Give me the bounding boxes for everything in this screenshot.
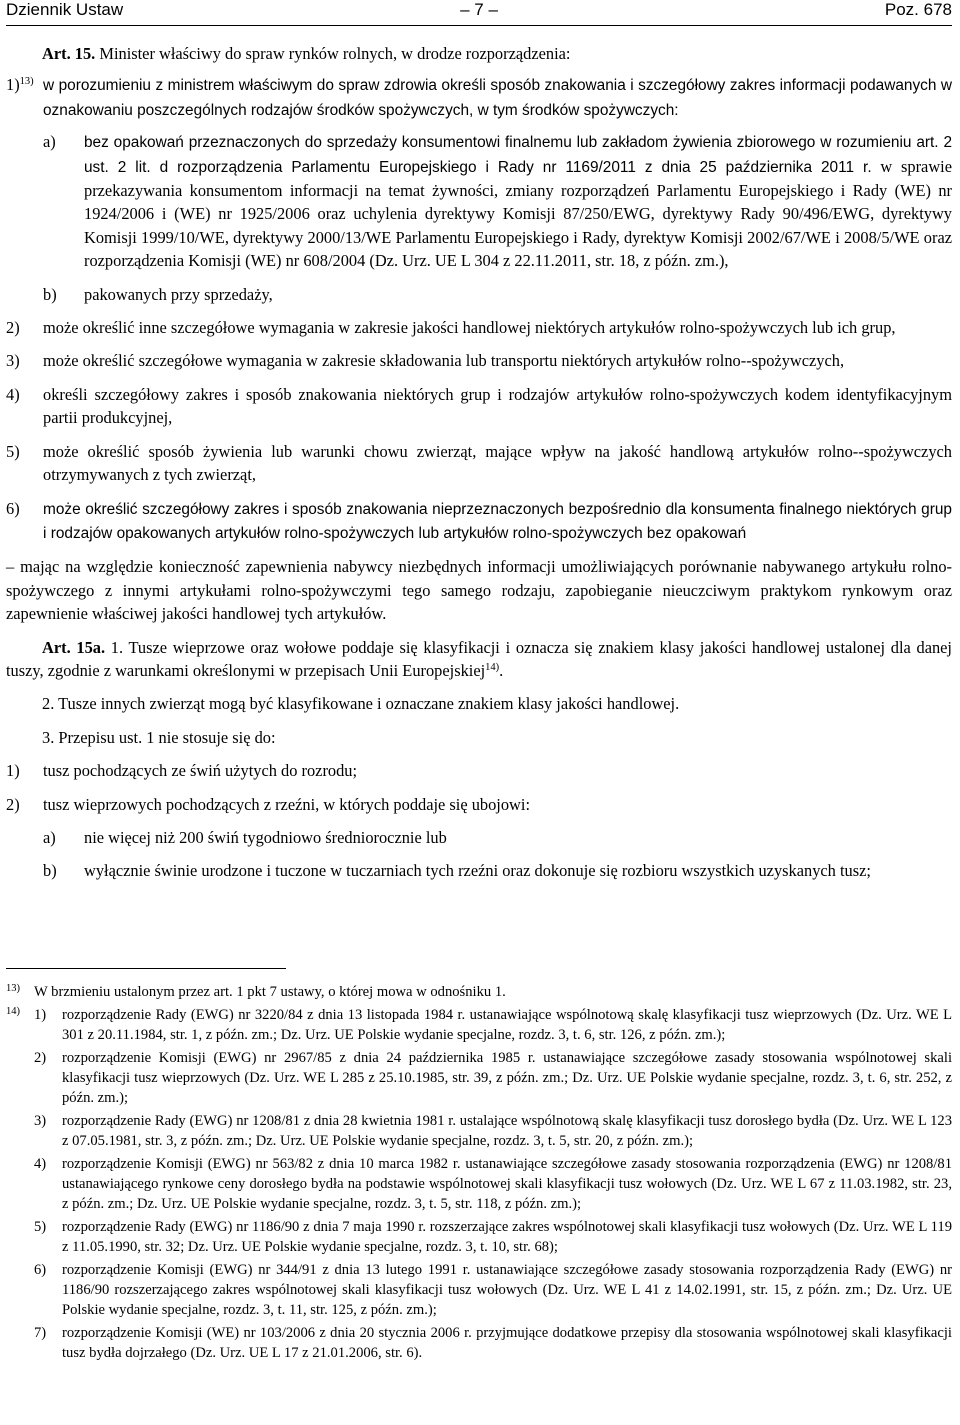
art15a-item-1 xyxy=(6,759,952,782)
footnote-14-item-3 xyxy=(6,1111,952,1151)
item-number: 5) xyxy=(6,441,20,461)
item-number: 3) xyxy=(6,351,20,371)
art15a-sub-a xyxy=(6,826,952,849)
footnote-item-number: 5) xyxy=(34,1219,47,1235)
sub-a-label: a) xyxy=(43,132,56,152)
footnote-text: W brzmieniu ustalonym przez art. 1 pkt 7 ustawy, o której mowa w odnośniku 1. xyxy=(34,984,506,1000)
footnote-14-item-6 xyxy=(6,1260,952,1320)
art15-closing: – mając na względzie konieczność zapewnienia nabywcy niezbędnych informacji umożliwiających porównanie nabywanego artykułu rolno-spożywczego z innymi artykułami rolno-spożywczymi tego samego rodzaju, zapobieganie nieuczciwym praktykom rynkowym oraz zapewnienie właściwej jakości handlowej tych artykułów. xyxy=(6,557,952,624)
art15-item-1 xyxy=(6,73,952,122)
footnote-item-number: 1) xyxy=(34,1007,47,1023)
footnote-13 xyxy=(6,982,952,1002)
item-text: może określić inne szczegółowe wymagania w zakresie jakości handlowej niektórych artykułów rolno-spożywczych lub ich grup, xyxy=(43,318,896,338)
art15-item-1-sub-b xyxy=(6,283,952,306)
sub-b-text: pakowanych przy sprzedaży, xyxy=(84,284,273,304)
position-number: Poz. 678 xyxy=(884,0,952,19)
item-number: 6) xyxy=(6,498,20,518)
footnote-item-text: rozporządzenie Rady (EWG) nr 1208/81 z dnia 28 kwietnia 1981 r. ustalające wspólnotową skalę klasyfikacji tusz dorosłego bydła (Dz. Urz. WE L 123 z 07.05.1981, str. 3, z późn. zm.; Dz. Urz. UE Polskie wydanie specjalne, rozdz. 3, t. 5, str. 20, z późn. zm.); xyxy=(62,1113,952,1149)
sub-b-label: b) xyxy=(43,284,57,304)
item-text: określi szczegółowy zakres i sposób znakowania niektórych grup i rodzajów artykułów rolno-spożywczych kodem identyfikacyjnym partii produkcyjnej, xyxy=(43,384,952,428)
item-number: 2) xyxy=(6,794,20,814)
art15-item-6 xyxy=(6,497,952,546)
footnote-item-number: 7) xyxy=(34,1325,47,1341)
footnote-item-text: rozporządzenie Komisji (WE) nr 103/2006 z dnia 20 stycznia 2006 r. przyjmujące dodatkowe przepisy dla stosowania wspólnotowej skali klasyfikacji tusz bydła dojrzałego (Dz. Urz. UE L 17 z 21.01.2006, str. 6). xyxy=(62,1325,952,1361)
art15-item-1-text: w porozumieniu z ministrem właściwym do spraw zdrowia określi sposób znakowania i szczegółowy zakres informacji podawanych w oznakowaniu poszczególnych rodzajów środków spożywczych, w tym środków spożywczych: xyxy=(43,77,952,119)
footnote-item-number: 2) xyxy=(34,1050,47,1066)
footnote-item-text: rozporządzenie Rady (EWG) nr 3220/84 z dnia 13 listopada 1984 r. ustanawiające wspólnotową skalę klasyfikacji tusz wieprzowych (Dz. Urz. WE L 301 z 20.11.1984, str. 1, z późn. zm.; Dz. Urz. UE Polskie wydanie specjalne, rozdz. 3, t. 6, str. 126, z późn. zm.); xyxy=(62,1007,952,1043)
art15-item-2 xyxy=(6,316,952,339)
art15a-para-3: 3. Przepisu ust. 1 nie stosuje się do: xyxy=(42,727,276,747)
footnote-item-text: rozporządzenie Komisji (EWG) nr 563/82 z dnia 10 marca 1982 r. ustanawiające szczegółowe zasady stosowania rozporządzenia (EWG) nr 1208/81 ustanawiającego rynkowe ceny dorosłego bydła na podstawie wspólnotowej skali klasyfikacji tusz wołowych (Dz. Urz. WE L 67 z 11.03.1982, str. 23, z późn. zm.; Dz. Urz. UE Polskie wydanie specjalne, rozdz. 3, t. 5, str. 118, z późn. zm.); xyxy=(62,1156,952,1212)
art15-intro xyxy=(6,42,952,65)
art15a-para-1 xyxy=(6,636,952,683)
footnote-14-item-5 xyxy=(6,1217,952,1257)
footnote-14-item-7 xyxy=(6,1323,952,1363)
footnote-ref-14: 14) xyxy=(485,661,500,673)
footnote-ref-13: 13) xyxy=(19,76,34,88)
footnote-14-item-2 xyxy=(6,1048,952,1108)
page-number: – 7 – xyxy=(460,0,498,19)
item-number: 4) xyxy=(6,384,20,404)
footnote-item-text: rozporządzenie Rady (EWG) nr 1186/90 z dnia 7 maja 1990 r. rozszerzające zakres wspólnotowej skali klasyfikacji tusz wołowych (Dz. Urz. WE L 119 z 11.05.1990, str. 32; Dz. Urz. UE Polskie wydanie specjalne, rozdz. 3, t. 10, str. 68); xyxy=(62,1219,952,1255)
item-text: może określić sposób żywienia lub warunki chowu zwierząt, mające wpływ na jakość handlową artykułów rolno--spożywczych otrzymywanych z tych zwierząt, xyxy=(43,441,952,485)
art15-item-1-label xyxy=(6,73,34,96)
art15a-label: Art. 15a. xyxy=(42,637,106,657)
item-number: 1) xyxy=(6,761,20,781)
sub-a-text-part1: bez opakowań przeznaczonych do sprzedaży konsumentowi finalnemu lub zakładom żywienia zbiorowego w rozumieniu art. 2 ust. 2 lit. d rozporządzenia Parlamentu Europejskiego i Rady nr 1169/2011 z dnia 25 października 2011 r. xyxy=(84,134,952,176)
art15-item-5 xyxy=(6,440,952,487)
footnotes xyxy=(6,982,952,1363)
art15a-p1-text: Tusze wieprzowe oraz wołowe poddaje się klasyfikacji i oznacza się znakiem klasy jakości handlowej ustalonej dla danej tuszy, zgodnie z warunkami określonymi w przepisach Unii Europejskiej xyxy=(6,637,952,680)
footnote-mark: 13) xyxy=(6,983,20,994)
art15a-para-2: 2. Tusze innych zwierząt mogą być klasyfikowane i oznaczane znakiem klasy jakości handlowej. xyxy=(42,694,680,714)
header-rule xyxy=(6,25,952,26)
footnote-item-number: 3) xyxy=(34,1113,47,1129)
footnote-item-text: rozporządzenie Komisji (EWG) nr 344/91 z dnia 13 lutego 1991 r. ustanawiające szczegółowe zasady stosowania rozporządzenia Rady (EWG) nr 1186/90 rozszerzającego zakres wspólnotowej skali klasyfikacji tusz wołowych (Dz. Urz. WE L 41 z 14.02.1991, str. 15, z późn. zm.; Dz. Urz. UE Polskie wydanie specjalne, rozdz. 3, t. 11, str. 125, z późn. zm.); xyxy=(62,1262,952,1318)
art15-item-1-sub-a xyxy=(6,130,952,272)
sub-text: wyłącznie świnie urodzone i tuczone w tuczarniach tych rzeźni oraz dokonuje się rozbioru wszystkich uzyskanych tusz; xyxy=(84,861,871,881)
footnote-14-item-1 xyxy=(6,1005,952,1045)
item-text: może określić szczegółowe wymagania w zakresie składowania lub transportu niektórych artykułów rolno--spożywczych, xyxy=(43,351,845,371)
art15a-p1-number: 1. xyxy=(110,637,124,657)
sub-text: nie więcej niż 200 świń tygodniowo średniorocznie lub xyxy=(84,827,447,847)
item-text: może określić szczegółowy zakres i sposób znakowania nieprzeznaczonych bezpośrednio dla konsumenta finalnego niektórych grup i rodzajów opakowanych artykułów rolno-spożywczych lub artykułów rolno-spożywczych bez opakowań xyxy=(43,500,952,542)
item-text: tusz pochodzących ze świń użytych do rozrodu; xyxy=(43,761,358,781)
footnote-14-item-4 xyxy=(6,1154,952,1214)
footnote-item-text: rozporządzenie Komisji (EWG) nr 2967/85 z dnia 24 października 1985 r. ustanawiające szczegółowe zasady stosowania wspólnotowej skali klasyfikacji tusz wieprzowych (Dz. Urz. WE L 285 z 25.10.1985, str. 39, z późn. zm.; Dz. Urz. UE Polskie wydanie specjalne, rozdz. 3, t. 6, str. 252, z późn. zm.); xyxy=(62,1050,952,1106)
journal-title: Dziennik Ustaw xyxy=(6,0,124,19)
sub-a-text-part2: w sprawie przekazywania konsumentom informacji na temat żywności, zmiany rozporządzeń Parlamentu Europejskiego i Rady (WE) nr 1924/2006 i (WE) nr 1925/2006 oraz uchylenia dyrektywy Komisji 87/250/EWG, dyrektywy Rady 90/496/EWG, dyrektywy Komisji 1999/10/WE, dyrektywy 2000/13/WE Parlamentu Europejskiego i Rady, dyrektyw Komisji 2002/67/WE i 2008/5/WE oraz rozporządzenia Komisji (WE) nr 608/2004 (Dz. Urz. UE L 304 z 22.11.2011, str. 18, z późn. zm.), xyxy=(84,156,952,271)
sub-label: b) xyxy=(43,861,57,881)
art15-label: Art. 15. xyxy=(42,44,96,63)
art15a-item-2 xyxy=(6,793,952,816)
art15-item-4 xyxy=(6,383,952,430)
footnote-mark: 14) xyxy=(6,1006,20,1017)
item-number: 1) xyxy=(6,75,20,95)
art15-intro-text: Minister właściwy do spraw rynków rolnych, w drodze rozporządzenia: xyxy=(99,44,571,63)
art15a-sub-b xyxy=(6,859,952,882)
document-body xyxy=(6,42,952,883)
page-header xyxy=(6,0,952,24)
footnote-item-number: 6) xyxy=(34,1262,47,1278)
item-text: tusz wieprzowych pochodzących z rzeźni, w których poddaje się ubojowi: xyxy=(43,794,530,814)
footnote-rule xyxy=(6,968,286,969)
sub-label: a) xyxy=(43,827,56,847)
item-number: 2) xyxy=(6,318,20,338)
art15a-p1-end: . xyxy=(499,660,504,680)
footnote-item-number: 4) xyxy=(34,1156,47,1172)
art15-item-3 xyxy=(6,349,952,372)
